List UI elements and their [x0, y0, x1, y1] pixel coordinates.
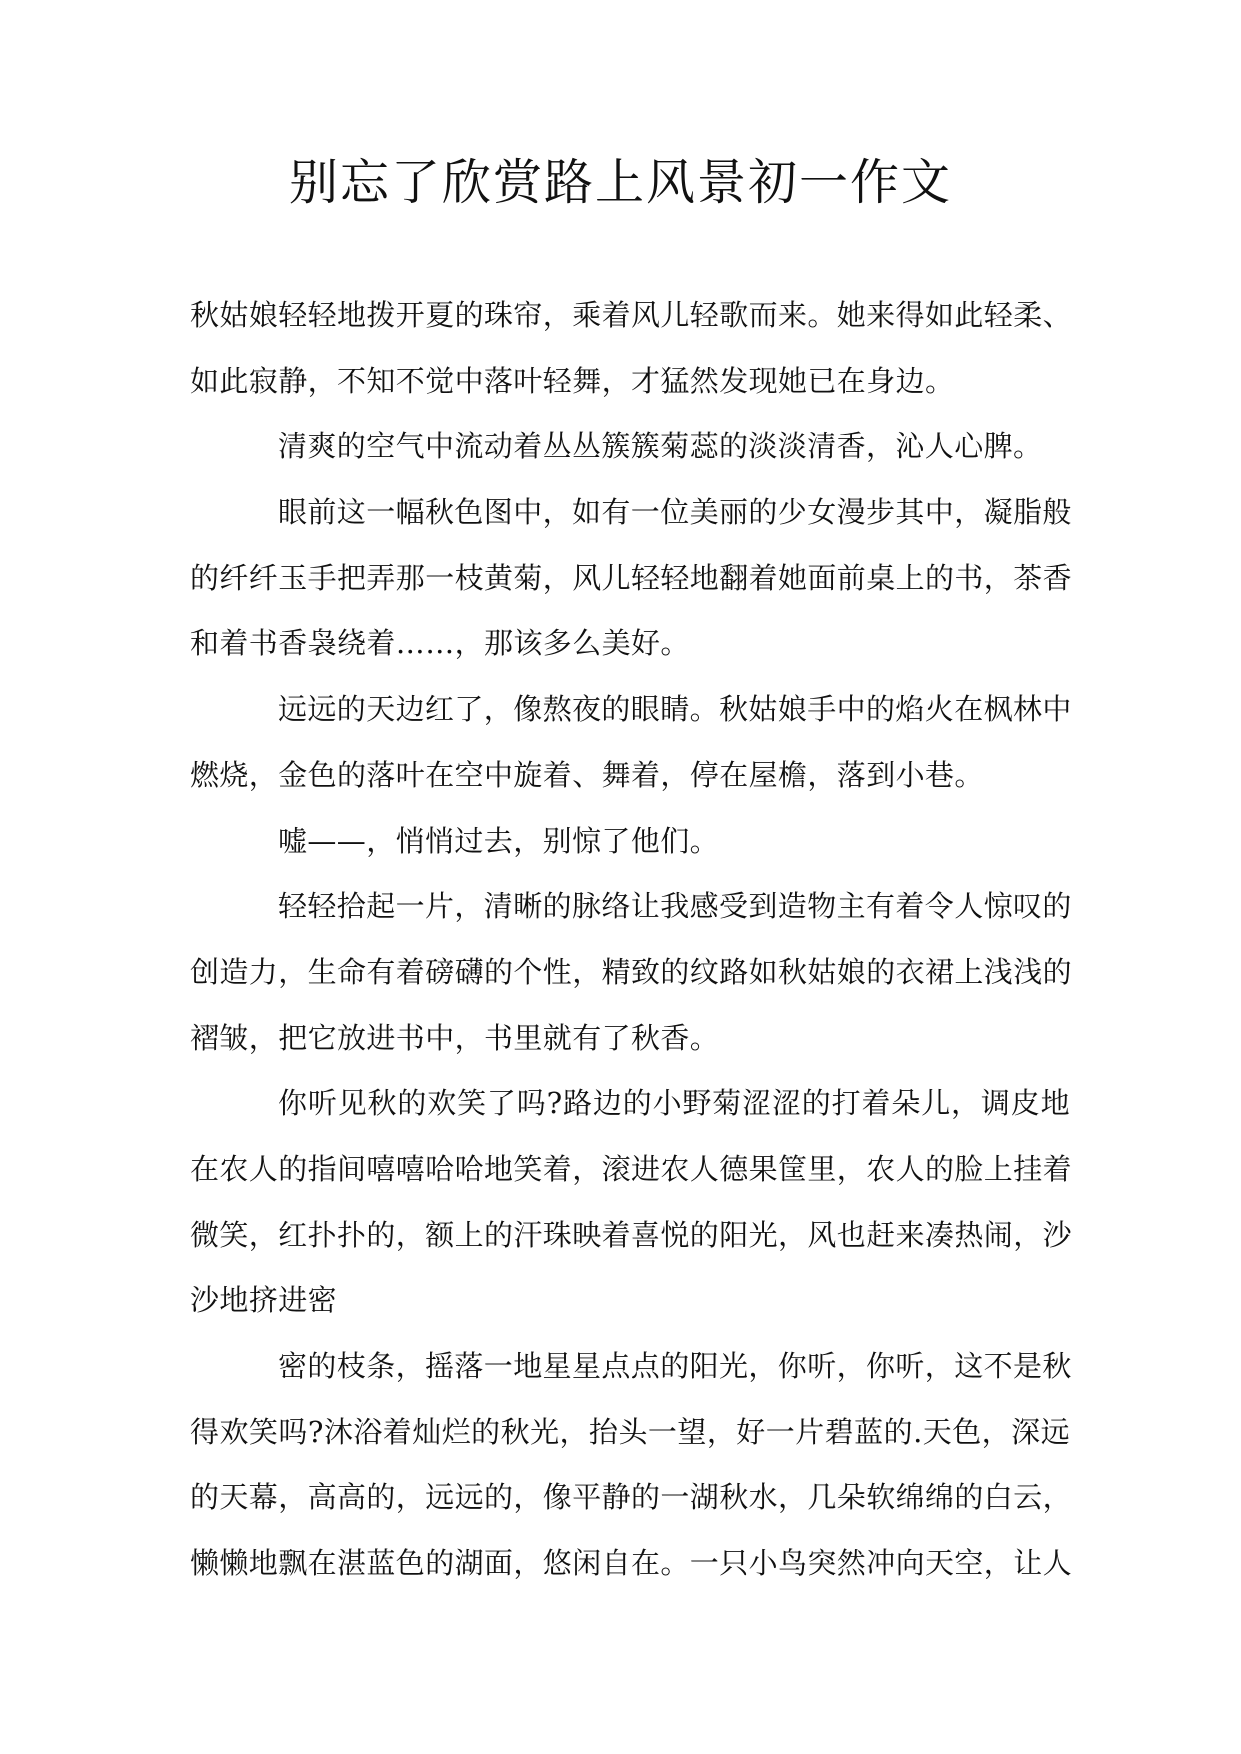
text-line: 远远的天边红了，像熬夜的眼睛。秋姑娘手中的焰火在枫林中 [278, 692, 1072, 727]
text-line: 如此寂静，不知不觉中落叶轻舞，才猛然发现她已在身边。 [190, 363, 955, 398]
text-line: 清爽的空气中流动着丛丛簇簇菊蕊的淡淡清香，沁人心脾。 [278, 429, 1043, 464]
text-line: 懒懒地飘在湛蓝色的湖面，悠闲自在。一只小鸟突然冲向天空，让人 [190, 1546, 1073, 1581]
text-line: 轻轻拾起一片，清晰的脉络让我感受到造物主有着令人惊叹的 [278, 889, 1072, 924]
text-line: 微笑，红扑扑的，额上的汗珠映着喜悦的阳光，风也赶来凑热闹，沙 [190, 1217, 1073, 1252]
text-line: 你听见秋的欢笑了吗?路边的小野菊涩涩的打着朵儿，调皮地 [278, 1086, 1070, 1121]
text-line: 褶皱，把它放进书中，书里就有了秋香。 [190, 1020, 720, 1055]
document-title: 别忘了欣赏路上风景初一作文 [288, 154, 952, 211]
text-line: 创造力，生命有着磅礴的个性，精致的纹路如秋姑娘的衣裙上浅浅的 [190, 954, 1073, 989]
text-line: 嘘——，悄悄过去，别惊了他们。 [278, 823, 720, 858]
text-line: 燃烧，金色的落叶在空中旋着、舞着，停在屋檐，落到小巷。 [190, 757, 984, 792]
text-line: 和着书香袅绕着……，那该多么美好。 [190, 626, 690, 661]
text-line: 秋姑娘轻轻地拨开夏的珠帘，乘着风儿轻歌而来。她来得如此轻柔、 [190, 298, 1073, 332]
text-line: 的纤纤玉手把弄那一枝黄菊，风儿轻轻地翻着她面前桌上的书，茶香 [190, 560, 1073, 595]
text-line: 沙地挤进密 [190, 1283, 338, 1318]
document-body [190, 283, 1073, 1597]
text-line: 在农人的指间嘻嘻哈哈地笑着，滚进农人德果筐里，农人的脸上挂着 [190, 1151, 1073, 1186]
text-line: 眼前这一幅秋色图中，如有一位美丽的少女漫步其中，凝脂般 [278, 495, 1072, 530]
text-line: 密的枝条，摇落一地星星点点的阳光，你听，你听，这不是秋 [278, 1349, 1072, 1383]
text-line: 的天幕，高高的，远远的，像平静的一湖秋水，几朵软绵绵的白云， [190, 1480, 1073, 1515]
text-line: 得欢笑吗?沐浴着灿烂的秋光，抬头一望，好一片碧蓝的.天色，深远 [190, 1414, 1070, 1449]
